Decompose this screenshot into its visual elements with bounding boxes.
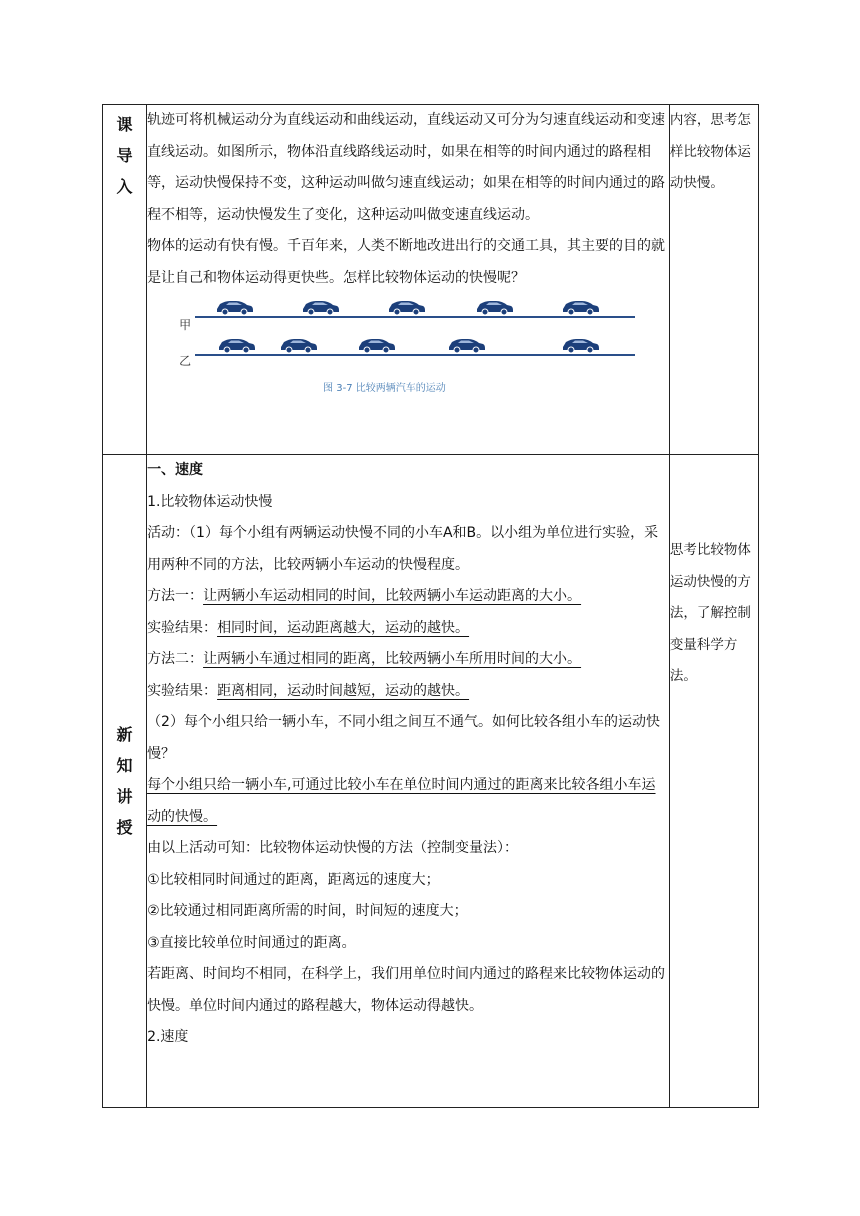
- car-comparison-figure: [147, 296, 647, 396]
- intro-paragraph: 轨迹可将机械运动分为直线运动和曲线运动，直线运动又可分为匀速直线运动和变速直线运动。如图所示，物体沿直线路线运动时，如果在相等的时间内通过的路程相等，运动快慢保持不变，这种运动叫做匀速直线运动；如果在相等的时间内通过的路程不相等，运动快慢发生了变化，这种运动叫做变速直线运动。: [147, 112, 666, 223]
- car-icon: [563, 339, 599, 353]
- result-2: 实验结果：距离相同，运动时间越短，运动的越快。: [147, 682, 470, 699]
- car-icon: [281, 339, 317, 353]
- result-1: 实验结果：相同时间，运动距离越大，运动的越快。: [147, 619, 470, 636]
- car-icon: [389, 301, 425, 315]
- lesson-content: [147, 455, 670, 1108]
- summary: 由以上活动可知：比较物体运动快慢的方法（控制变量法）：: [147, 840, 519, 856]
- section-heading: 一、速度: [147, 462, 204, 478]
- intro-side-note: 内容，思考怎样比较物体运动快慢。: [669, 105, 758, 455]
- subheading: 1.比较物体运动快慢: [147, 493, 273, 510]
- lesson-label-char: 新: [116, 725, 133, 744]
- car-icon: [303, 301, 339, 315]
- lesson-row: [103, 455, 759, 1108]
- point-item: ②比较通过相同距离所需的时间，时间短的速度大；: [147, 903, 468, 919]
- conclusion: 若距离、时间均不相同，在科学上，我们用单位时间内通过的路程来比较物体运动的快慢。单位时间内通过的路程越大，物体运动得越快。: [147, 966, 666, 1014]
- intro-content: [147, 105, 670, 455]
- figure-caption: 图 3-7 比较两辆汽车的运动: [323, 383, 446, 394]
- method-2: 方法二：让两辆小车通过相同的距离，比较两辆小车所用时间的大小。: [147, 651, 582, 667]
- intro-label: [103, 105, 147, 455]
- lane-b-cars: [219, 339, 599, 353]
- lesson-side-note: 思考比较物体运动快慢的方法，了解控制变量科学方法。: [669, 455, 758, 1108]
- car-icon: [217, 301, 253, 315]
- lane-a-label: 甲: [179, 318, 192, 332]
- subheading: 2.速度: [147, 1029, 189, 1045]
- cars-diagram: [147, 296, 647, 372]
- lesson-label: [103, 455, 147, 1108]
- intro-paragraph: 物体的运动有快有慢。千百年来，人类不断地改进出行的交通工具，其主要的目的就是让自己和物体运动得更快些。怎样比较物体运动的快慢呢？: [147, 238, 666, 286]
- activity-2: （2）每个小组只给一辆小车，不同小组之间互不通气。如何比较各组小车的运动快慢？: [147, 714, 660, 762]
- point-item: ①比较相同时间通过的距离，距离远的速度大；: [147, 871, 440, 888]
- car-icon: [477, 301, 513, 315]
- method-1: 方法一：让两辆小车运动相同的时间，比较两辆小车运动距离的大小。: [147, 588, 582, 604]
- car-icon: [449, 339, 485, 353]
- car-icon: [563, 301, 599, 315]
- intro-label-char: 导: [116, 146, 133, 165]
- activity-1: 活动：（1）每个小组有两辆运动快慢不同的小车A和B。以小组为单位进行实验，采用两种不同的方法，比较两辆小车运动的快慢程度。: [147, 525, 659, 573]
- point-item: ③直接比较单位时间通过的距离。: [147, 934, 356, 951]
- lesson-label-char: 知: [116, 756, 133, 775]
- car-icon: [219, 339, 255, 353]
- car-icon: [359, 339, 395, 353]
- lesson-label-char: 讲: [116, 787, 133, 806]
- lesson-plan-table: [102, 104, 759, 1108]
- lane-a-cars: [217, 301, 599, 315]
- intro-label-char: 入: [116, 177, 133, 196]
- lesson-label-char: 授: [116, 818, 133, 837]
- intro-label-char: 课: [116, 115, 133, 134]
- intro-row: [103, 105, 759, 455]
- answer-2: 每个小组只给一辆小车,可通过比较小车在单位时间内通过的距离来比较各组小车运动的快慢。: [147, 777, 656, 825]
- lane-b-label: 乙: [179, 354, 192, 368]
